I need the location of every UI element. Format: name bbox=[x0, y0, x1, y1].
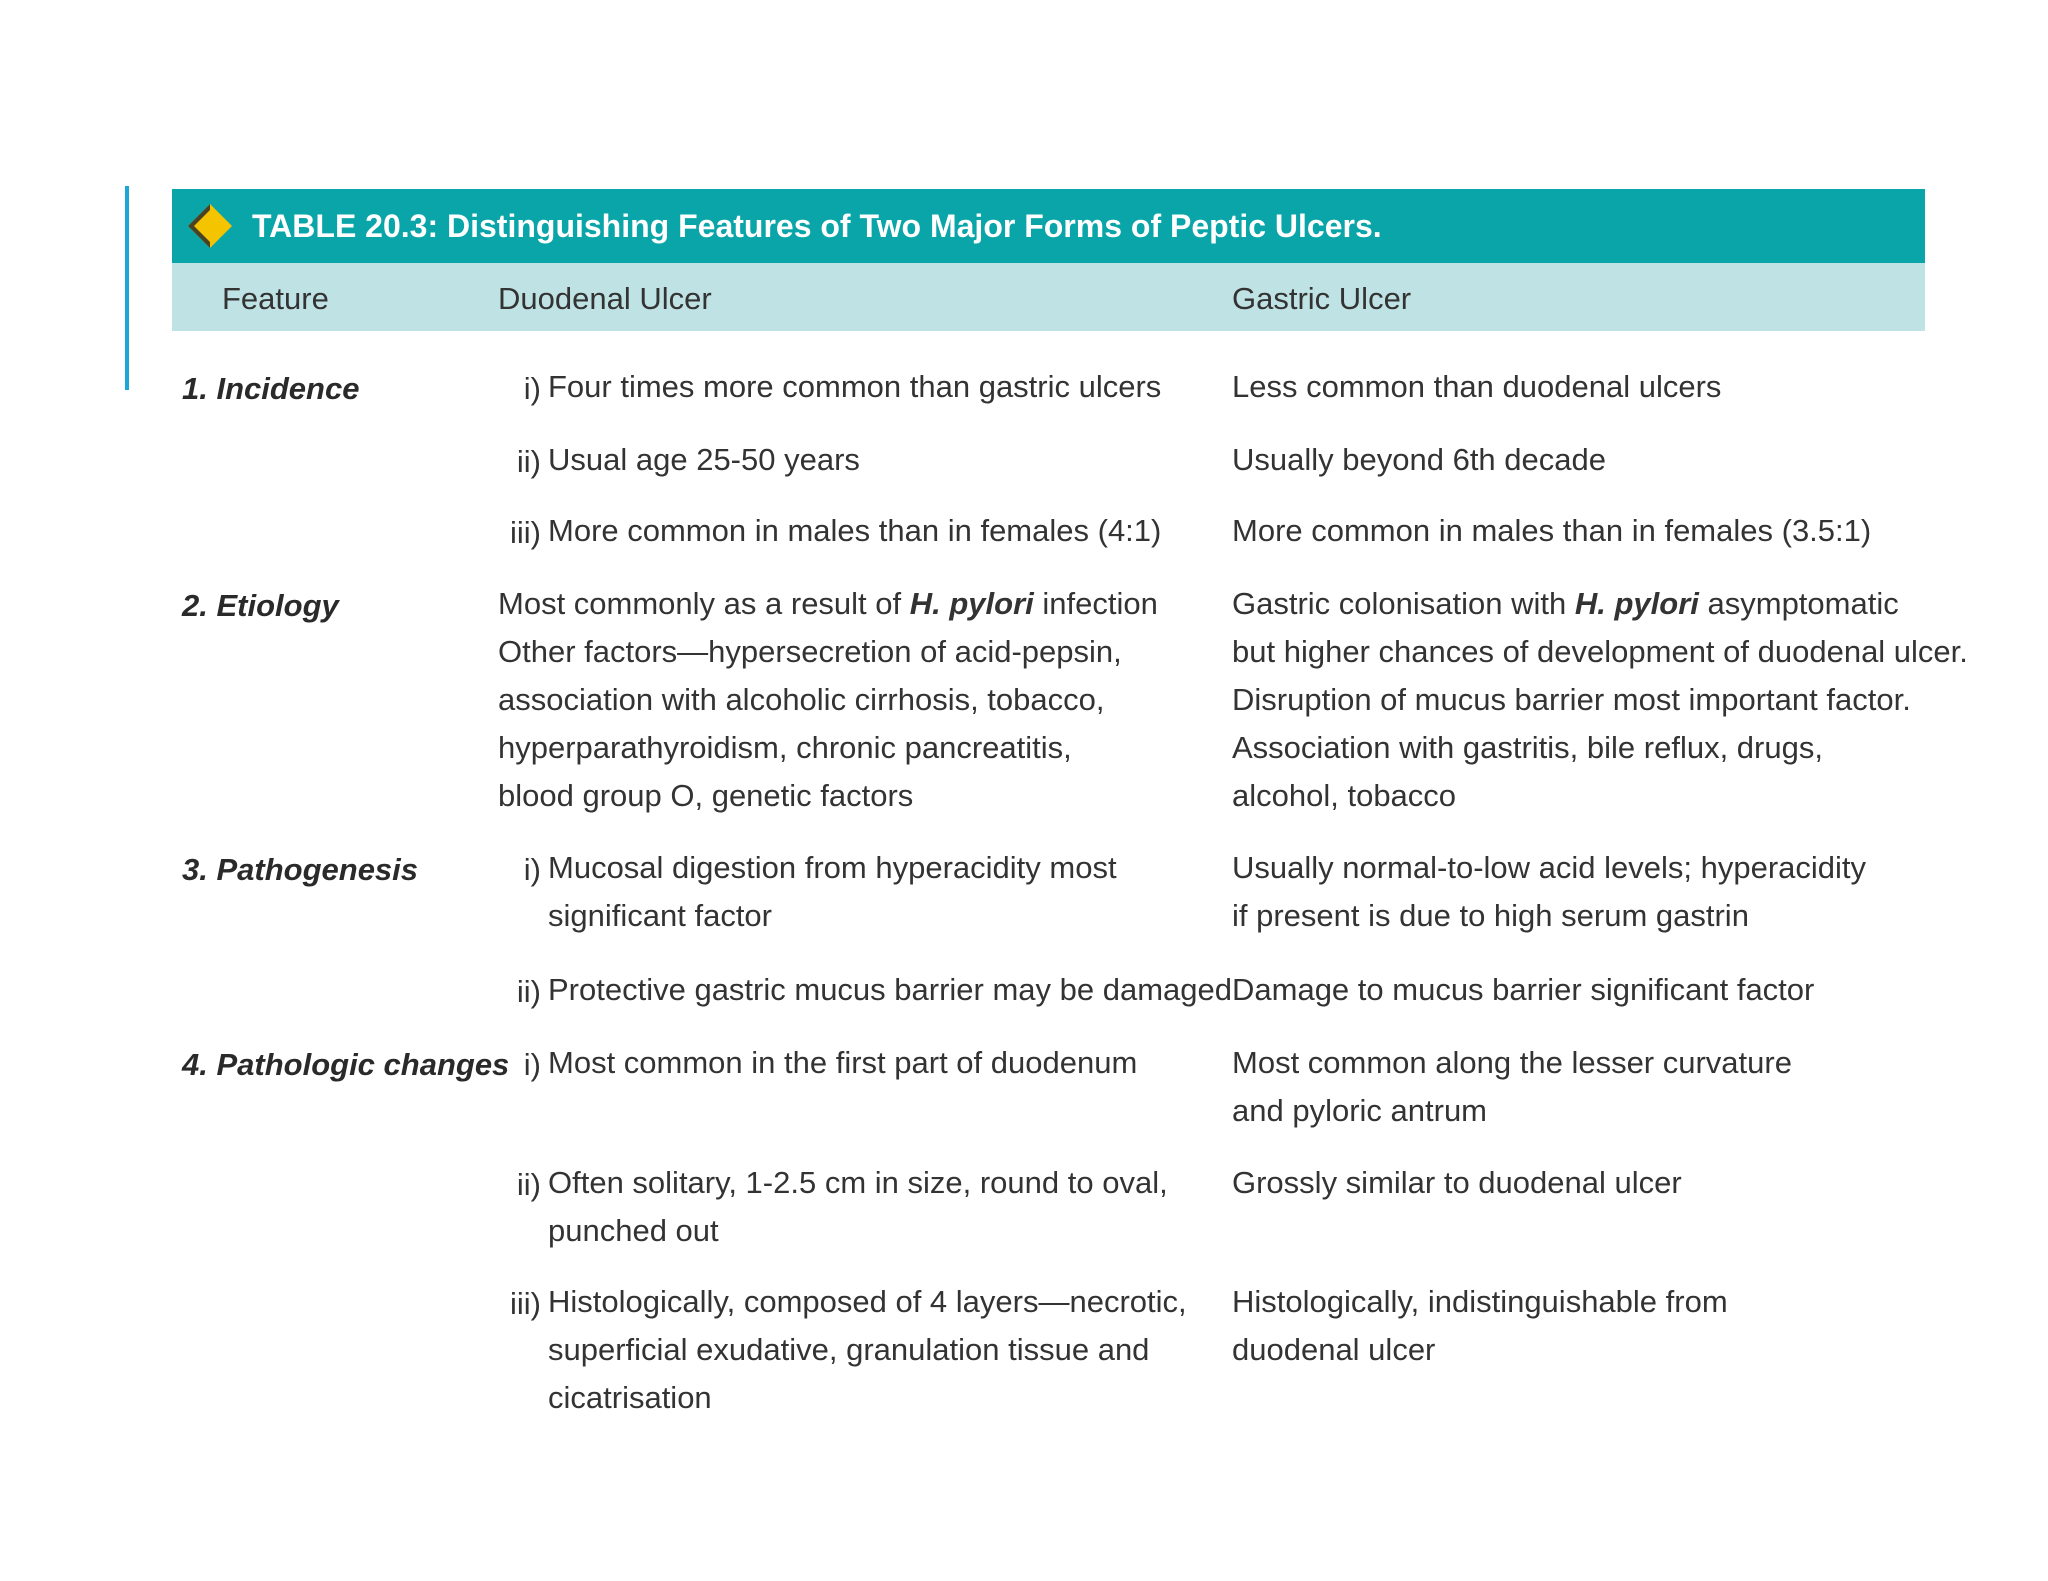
cell-line: punched out bbox=[548, 1213, 719, 1248]
cell-line: cicatrisation bbox=[548, 1380, 712, 1415]
duodenal-etiology-line: Other factors—hypersecretion of acid-pepsin, bbox=[498, 634, 1122, 669]
feature-incidence: 1. Incidence bbox=[182, 371, 360, 406]
gastric-cell bbox=[1232, 844, 1866, 940]
gastric-etiology-cell bbox=[1232, 580, 1968, 820]
gastric-etiology-line: Association with gastritis, bile reflux, drugs, bbox=[1232, 730, 1823, 765]
gastric-cell: Less common than duodenal ulcers bbox=[1232, 369, 1722, 404]
duodenal-cell: More common in males than in females (4:1) bbox=[548, 513, 1162, 548]
h-pylori-term: H. pylori bbox=[1574, 586, 1699, 621]
row-number: iii) bbox=[510, 515, 541, 550]
duodenal-etiology-line: blood group O, genetic factors bbox=[498, 778, 914, 813]
cell-line: and pyloric antrum bbox=[1232, 1093, 1488, 1128]
cell-line: significant factor bbox=[548, 898, 772, 933]
cell-line: superficial exudative, granulation tissue and bbox=[548, 1332, 1150, 1367]
gastric-cell: Grossly similar to duodenal ulcer bbox=[1232, 1165, 1682, 1200]
text-span: Most commonly as a result of bbox=[498, 586, 910, 621]
table-body bbox=[172, 331, 1968, 1581]
gastric-cell: More common in males than in females (3.5:1) bbox=[1232, 513, 1872, 548]
duodenal-cell: Usual age 25-50 years bbox=[548, 442, 860, 477]
diamond-bullet-icon bbox=[186, 202, 234, 250]
row-number: ii) bbox=[516, 974, 541, 1009]
duodenal-cell: Most common in the first part of duodenum bbox=[548, 1045, 1138, 1080]
gastric-etiology-line: Disruption of mucus barrier most important factor. bbox=[1232, 682, 1911, 717]
row-number: i) bbox=[523, 371, 541, 406]
row-number: iii) bbox=[510, 1286, 541, 1321]
cell-line: Histologically, composed of 4 layers—necrotic, bbox=[548, 1284, 1187, 1319]
gastric-etiology-line: alcohol, tobacco bbox=[1232, 778, 1457, 813]
table-header-row bbox=[172, 263, 1925, 331]
peptic-ulcer-table bbox=[172, 189, 1968, 1581]
header-gastric: Gastric Ulcer bbox=[1232, 281, 1412, 316]
duodenal-cell bbox=[548, 844, 1117, 940]
duodenal-etiology-line: hyperparathyroidism, chronic pancreatitis, bbox=[498, 730, 1072, 765]
text-span: infection bbox=[1033, 586, 1158, 621]
cell-line: Most common along the lesser curvature bbox=[1232, 1045, 1792, 1080]
duodenal-cell: Four times more common than gastric ulcers bbox=[548, 369, 1162, 404]
feature-pathologic-changes: 4. Pathologic changes bbox=[182, 1047, 510, 1082]
feature-pathogenesis: 3. Pathogenesis bbox=[182, 852, 419, 887]
duodenal-etiology-cell bbox=[498, 580, 1158, 820]
duodenal-etiology-line: association with alcoholic cirrhosis, tobacco, bbox=[498, 682, 1105, 717]
cell-line: Often solitary, 1-2.5 cm in size, round to oval, bbox=[548, 1165, 1168, 1200]
text-span: asymptomatic bbox=[1698, 586, 1899, 621]
cell-line: duodenal ulcer bbox=[1232, 1332, 1436, 1367]
header-feature: Feature bbox=[222, 281, 329, 316]
row-number: ii) bbox=[516, 1167, 541, 1202]
gastric-cell: Usually beyond 6th decade bbox=[1232, 442, 1606, 477]
gastric-cell bbox=[1232, 1039, 1792, 1135]
cell-line: Usually normal-to-low acid levels; hyperacidity bbox=[1232, 850, 1867, 885]
feature-etiology: 2. Etiology bbox=[182, 588, 339, 623]
duodenal-cell bbox=[548, 1278, 1187, 1422]
row-number: ii) bbox=[516, 444, 541, 479]
left-accent-rule bbox=[125, 186, 129, 390]
h-pylori-term: H. pylori bbox=[909, 586, 1034, 621]
gastric-cell bbox=[1232, 1278, 1728, 1374]
duodenal-cell: Protective gastric mucus barrier may be damaged bbox=[548, 972, 1233, 1007]
cell-line: Mucosal digestion from hyperacidity most bbox=[548, 850, 1117, 885]
table-title-bar bbox=[172, 189, 1925, 263]
text-span: Gastric colonisation with bbox=[1232, 586, 1575, 621]
duodenal-cell bbox=[548, 1159, 1168, 1255]
gastric-etiology-line bbox=[1232, 580, 1968, 628]
gastric-cell: Damage to mucus barrier significant factor bbox=[1232, 972, 1815, 1007]
row-number: i) bbox=[523, 1047, 541, 1082]
header-duodenal: Duodenal Ulcer bbox=[498, 281, 712, 316]
row-number: i) bbox=[523, 852, 541, 887]
cell-line: Histologically, indistinguishable from bbox=[1232, 1284, 1728, 1319]
gastric-etiology-line: but higher chances of development of duodenal ulcer. bbox=[1232, 634, 1968, 669]
table-title: TABLE 20.3: Distinguishing Features of Two Major Forms of Peptic Ulcers. bbox=[252, 207, 1382, 244]
duodenal-etiology-line bbox=[498, 580, 1158, 628]
cell-line: if present is due to high serum gastrin bbox=[1232, 898, 1749, 933]
